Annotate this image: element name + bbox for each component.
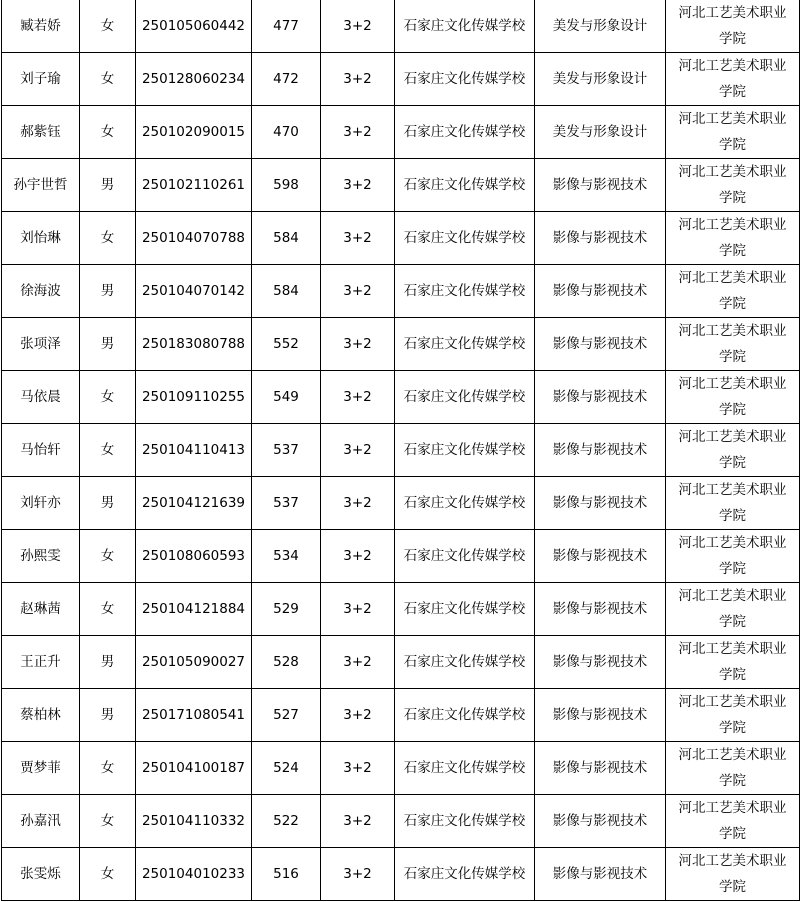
- college-name-line1: 河北工艺美术职业: [678, 535, 787, 551]
- exam-id-cell: 250104110332: [136, 795, 252, 848]
- score-cell: 529: [252, 583, 321, 636]
- source-school-cell: 石家庄文化传媒学校: [395, 477, 535, 530]
- exam-id-cell: 250104070142: [136, 265, 252, 318]
- score-cell: 522: [252, 795, 321, 848]
- target-college-cell: [666, 795, 800, 848]
- source-school-cell: 石家庄文化传媒学校: [395, 530, 535, 583]
- gender-cell: 男: [80, 477, 136, 530]
- source-school-cell: 石家庄文化传媒学校: [395, 106, 535, 159]
- table-row: [2, 530, 800, 583]
- major-cell: 影像与影视技术: [535, 583, 666, 636]
- score-cell: 470: [252, 106, 321, 159]
- target-college-cell: [666, 265, 800, 318]
- college-name-line2: 学院: [719, 31, 746, 47]
- target-college-cell: [666, 689, 800, 742]
- student-name-cell: 马怡轩: [2, 424, 80, 477]
- program-type-cell: 3+2: [321, 159, 395, 212]
- table-row: [2, 53, 800, 106]
- college-name-line2: 学院: [719, 879, 746, 895]
- exam-id-cell: 250104070788: [136, 212, 252, 265]
- exam-id-cell: 250183080788: [136, 318, 252, 371]
- source-school-cell: 石家庄文化传媒学校: [395, 212, 535, 265]
- student-name-cell: 张项泽: [2, 318, 80, 371]
- major-cell: 影像与影视技术: [535, 371, 666, 424]
- table-row: [2, 318, 800, 371]
- student-name-cell: 孙宇世哲: [2, 159, 80, 212]
- program-type-cell: 3+2: [321, 795, 395, 848]
- table-row: [2, 848, 800, 901]
- student-name-cell: 刘子瑜: [2, 53, 80, 106]
- major-cell: 影像与影视技术: [535, 212, 666, 265]
- gender-cell: 女: [80, 848, 136, 901]
- table-row: [2, 106, 800, 159]
- exam-id-cell: 250108060593: [136, 530, 252, 583]
- score-cell: 477: [252, 0, 321, 53]
- major-cell: 影像与影视技术: [535, 477, 666, 530]
- college-name-line1: 河北工艺美术职业: [678, 853, 787, 869]
- source-school-cell: 石家庄文化传媒学校: [395, 742, 535, 795]
- exam-id-cell: 250105090027: [136, 636, 252, 689]
- program-type-cell: 3+2: [321, 477, 395, 530]
- gender-cell: 女: [80, 53, 136, 106]
- college-name-line1: 河北工艺美术职业: [678, 376, 787, 392]
- target-college-cell: [666, 848, 800, 901]
- target-college-cell: [666, 424, 800, 477]
- college-name-line2: 学院: [719, 84, 746, 100]
- program-type-cell: 3+2: [321, 742, 395, 795]
- exam-id-cell: 250104010233: [136, 848, 252, 901]
- college-name-line1: 河北工艺美术职业: [678, 641, 787, 657]
- college-name-line1: 河北工艺美术职业: [678, 694, 787, 710]
- program-type-cell: 3+2: [321, 636, 395, 689]
- source-school-cell: 石家庄文化传媒学校: [395, 265, 535, 318]
- score-cell: 584: [252, 265, 321, 318]
- table-row: [2, 371, 800, 424]
- college-name-line1: 河北工艺美术职业: [678, 58, 787, 74]
- target-college-cell: [666, 477, 800, 530]
- college-name-line2: 学院: [719, 508, 746, 524]
- major-cell: 影像与影视技术: [535, 424, 666, 477]
- admission-roster-table: [1, 0, 800, 901]
- source-school-cell: 石家庄文化传媒学校: [395, 583, 535, 636]
- major-cell: 美发与形象设计: [535, 53, 666, 106]
- source-school-cell: 石家庄文化传媒学校: [395, 318, 535, 371]
- roster-body: [2, 0, 800, 901]
- college-name-line1: 河北工艺美术职业: [678, 270, 787, 286]
- college-name-line1: 河北工艺美术职业: [678, 800, 787, 816]
- college-name-line2: 学院: [719, 720, 746, 736]
- student-name-cell: 贾梦菲: [2, 742, 80, 795]
- score-cell: 534: [252, 530, 321, 583]
- college-name-line2: 学院: [719, 667, 746, 683]
- table-row: [2, 159, 800, 212]
- college-name-line2: 学院: [719, 137, 746, 153]
- college-name-line1: 河北工艺美术职业: [678, 111, 787, 127]
- table-row: [2, 0, 800, 53]
- target-college-cell: [666, 159, 800, 212]
- major-cell: 影像与影视技术: [535, 689, 666, 742]
- major-cell: 影像与影视技术: [535, 159, 666, 212]
- exam-id-cell: 250128060234: [136, 53, 252, 106]
- score-cell: 516: [252, 848, 321, 901]
- major-cell: 美发与形象设计: [535, 106, 666, 159]
- score-cell: 472: [252, 53, 321, 106]
- college-name-line1: 河北工艺美术职业: [678, 429, 787, 445]
- program-type-cell: 3+2: [321, 265, 395, 318]
- college-name-line2: 学院: [719, 773, 746, 789]
- student-name-cell: 马依晨: [2, 371, 80, 424]
- program-type-cell: 3+2: [321, 53, 395, 106]
- college-name-line1: 河北工艺美术职业: [678, 482, 787, 498]
- source-school-cell: 石家庄文化传媒学校: [395, 636, 535, 689]
- score-cell: 537: [252, 424, 321, 477]
- gender-cell: 女: [80, 371, 136, 424]
- program-type-cell: 3+2: [321, 318, 395, 371]
- source-school-cell: 石家庄文化传媒学校: [395, 848, 535, 901]
- target-college-cell: [666, 53, 800, 106]
- table-row: [2, 636, 800, 689]
- college-name-line2: 学院: [719, 402, 746, 418]
- program-type-cell: 3+2: [321, 106, 395, 159]
- score-cell: 598: [252, 159, 321, 212]
- student-name-cell: 王正升: [2, 636, 80, 689]
- college-name-line2: 学院: [719, 826, 746, 842]
- gender-cell: 男: [80, 265, 136, 318]
- exam-id-cell: 250171080541: [136, 689, 252, 742]
- college-name-line1: 河北工艺美术职业: [678, 747, 787, 763]
- college-name-line2: 学院: [719, 349, 746, 365]
- target-college-cell: [666, 371, 800, 424]
- student-name-cell: 郝紫钰: [2, 106, 80, 159]
- exam-id-cell: 250105060442: [136, 0, 252, 53]
- college-name-line2: 学院: [719, 190, 746, 206]
- score-cell: 524: [252, 742, 321, 795]
- score-cell: 527: [252, 689, 321, 742]
- table-row: [2, 689, 800, 742]
- student-name-cell: 刘怡琳: [2, 212, 80, 265]
- score-cell: 528: [252, 636, 321, 689]
- gender-cell: 女: [80, 212, 136, 265]
- target-college-cell: [666, 636, 800, 689]
- major-cell: 影像与影视技术: [535, 742, 666, 795]
- college-name-line1: 河北工艺美术职业: [678, 5, 787, 21]
- program-type-cell: 3+2: [321, 371, 395, 424]
- exam-id-cell: 250104110413: [136, 424, 252, 477]
- score-cell: 549: [252, 371, 321, 424]
- score-cell: 537: [252, 477, 321, 530]
- target-college-cell: [666, 0, 800, 53]
- program-type-cell: 3+2: [321, 848, 395, 901]
- exam-id-cell: 250104121884: [136, 583, 252, 636]
- target-college-cell: [666, 583, 800, 636]
- college-name-line2: 学院: [719, 296, 746, 312]
- student-name-cell: 张雯烁: [2, 848, 80, 901]
- program-type-cell: 3+2: [321, 689, 395, 742]
- source-school-cell: 石家庄文化传媒学校: [395, 0, 535, 53]
- table-row: [2, 265, 800, 318]
- gender-cell: 男: [80, 159, 136, 212]
- program-type-cell: 3+2: [321, 0, 395, 53]
- program-type-cell: 3+2: [321, 530, 395, 583]
- college-name-line1: 河北工艺美术职业: [678, 588, 787, 604]
- gender-cell: 女: [80, 583, 136, 636]
- gender-cell: 男: [80, 318, 136, 371]
- exam-id-cell: 250109110255: [136, 371, 252, 424]
- major-cell: 影像与影视技术: [535, 848, 666, 901]
- gender-cell: 女: [80, 0, 136, 53]
- college-name-line1: 河北工艺美术职业: [678, 217, 787, 233]
- major-cell: 影像与影视技术: [535, 795, 666, 848]
- college-name-line2: 学院: [719, 455, 746, 471]
- major-cell: 影像与影视技术: [535, 318, 666, 371]
- table-row: [2, 795, 800, 848]
- gender-cell: 女: [80, 530, 136, 583]
- college-name-line2: 学院: [719, 561, 746, 577]
- college-name-line2: 学院: [719, 243, 746, 259]
- exam-id-cell: 250102090015: [136, 106, 252, 159]
- exam-id-cell: 250102110261: [136, 159, 252, 212]
- target-college-cell: [666, 530, 800, 583]
- table-row: [2, 477, 800, 530]
- major-cell: 影像与影视技术: [535, 636, 666, 689]
- student-name-cell: 蔡柏林: [2, 689, 80, 742]
- major-cell: 影像与影视技术: [535, 530, 666, 583]
- college-name-line1: 河北工艺美术职业: [678, 164, 787, 180]
- score-cell: 552: [252, 318, 321, 371]
- program-type-cell: 3+2: [321, 212, 395, 265]
- college-name-line1: 河北工艺美术职业: [678, 323, 787, 339]
- gender-cell: 女: [80, 742, 136, 795]
- table-row: [2, 424, 800, 477]
- table-row: [2, 583, 800, 636]
- student-name-cell: 徐海波: [2, 265, 80, 318]
- source-school-cell: 石家庄文化传媒学校: [395, 53, 535, 106]
- program-type-cell: 3+2: [321, 424, 395, 477]
- table-row: [2, 742, 800, 795]
- student-name-cell: 赵琳茜: [2, 583, 80, 636]
- source-school-cell: 石家庄文化传媒学校: [395, 424, 535, 477]
- gender-cell: 男: [80, 636, 136, 689]
- exam-id-cell: 250104121639: [136, 477, 252, 530]
- source-school-cell: 石家庄文化传媒学校: [395, 795, 535, 848]
- program-type-cell: 3+2: [321, 583, 395, 636]
- gender-cell: 女: [80, 106, 136, 159]
- college-name-line2: 学院: [719, 614, 746, 630]
- target-college-cell: [666, 742, 800, 795]
- student-name-cell: 臧若娇: [2, 0, 80, 53]
- table-row: [2, 212, 800, 265]
- gender-cell: 女: [80, 424, 136, 477]
- score-cell: 584: [252, 212, 321, 265]
- target-college-cell: [666, 318, 800, 371]
- source-school-cell: 石家庄文化传媒学校: [395, 371, 535, 424]
- exam-id-cell: 250104100187: [136, 742, 252, 795]
- major-cell: 影像与影视技术: [535, 265, 666, 318]
- student-name-cell: 孙熙雯: [2, 530, 80, 583]
- student-name-cell: 孙嘉汛: [2, 795, 80, 848]
- gender-cell: 女: [80, 795, 136, 848]
- major-cell: 美发与形象设计: [535, 0, 666, 53]
- source-school-cell: 石家庄文化传媒学校: [395, 689, 535, 742]
- target-college-cell: [666, 106, 800, 159]
- gender-cell: 男: [80, 689, 136, 742]
- source-school-cell: 石家庄文化传媒学校: [395, 159, 535, 212]
- student-name-cell: 刘轩亦: [2, 477, 80, 530]
- target-college-cell: [666, 212, 800, 265]
